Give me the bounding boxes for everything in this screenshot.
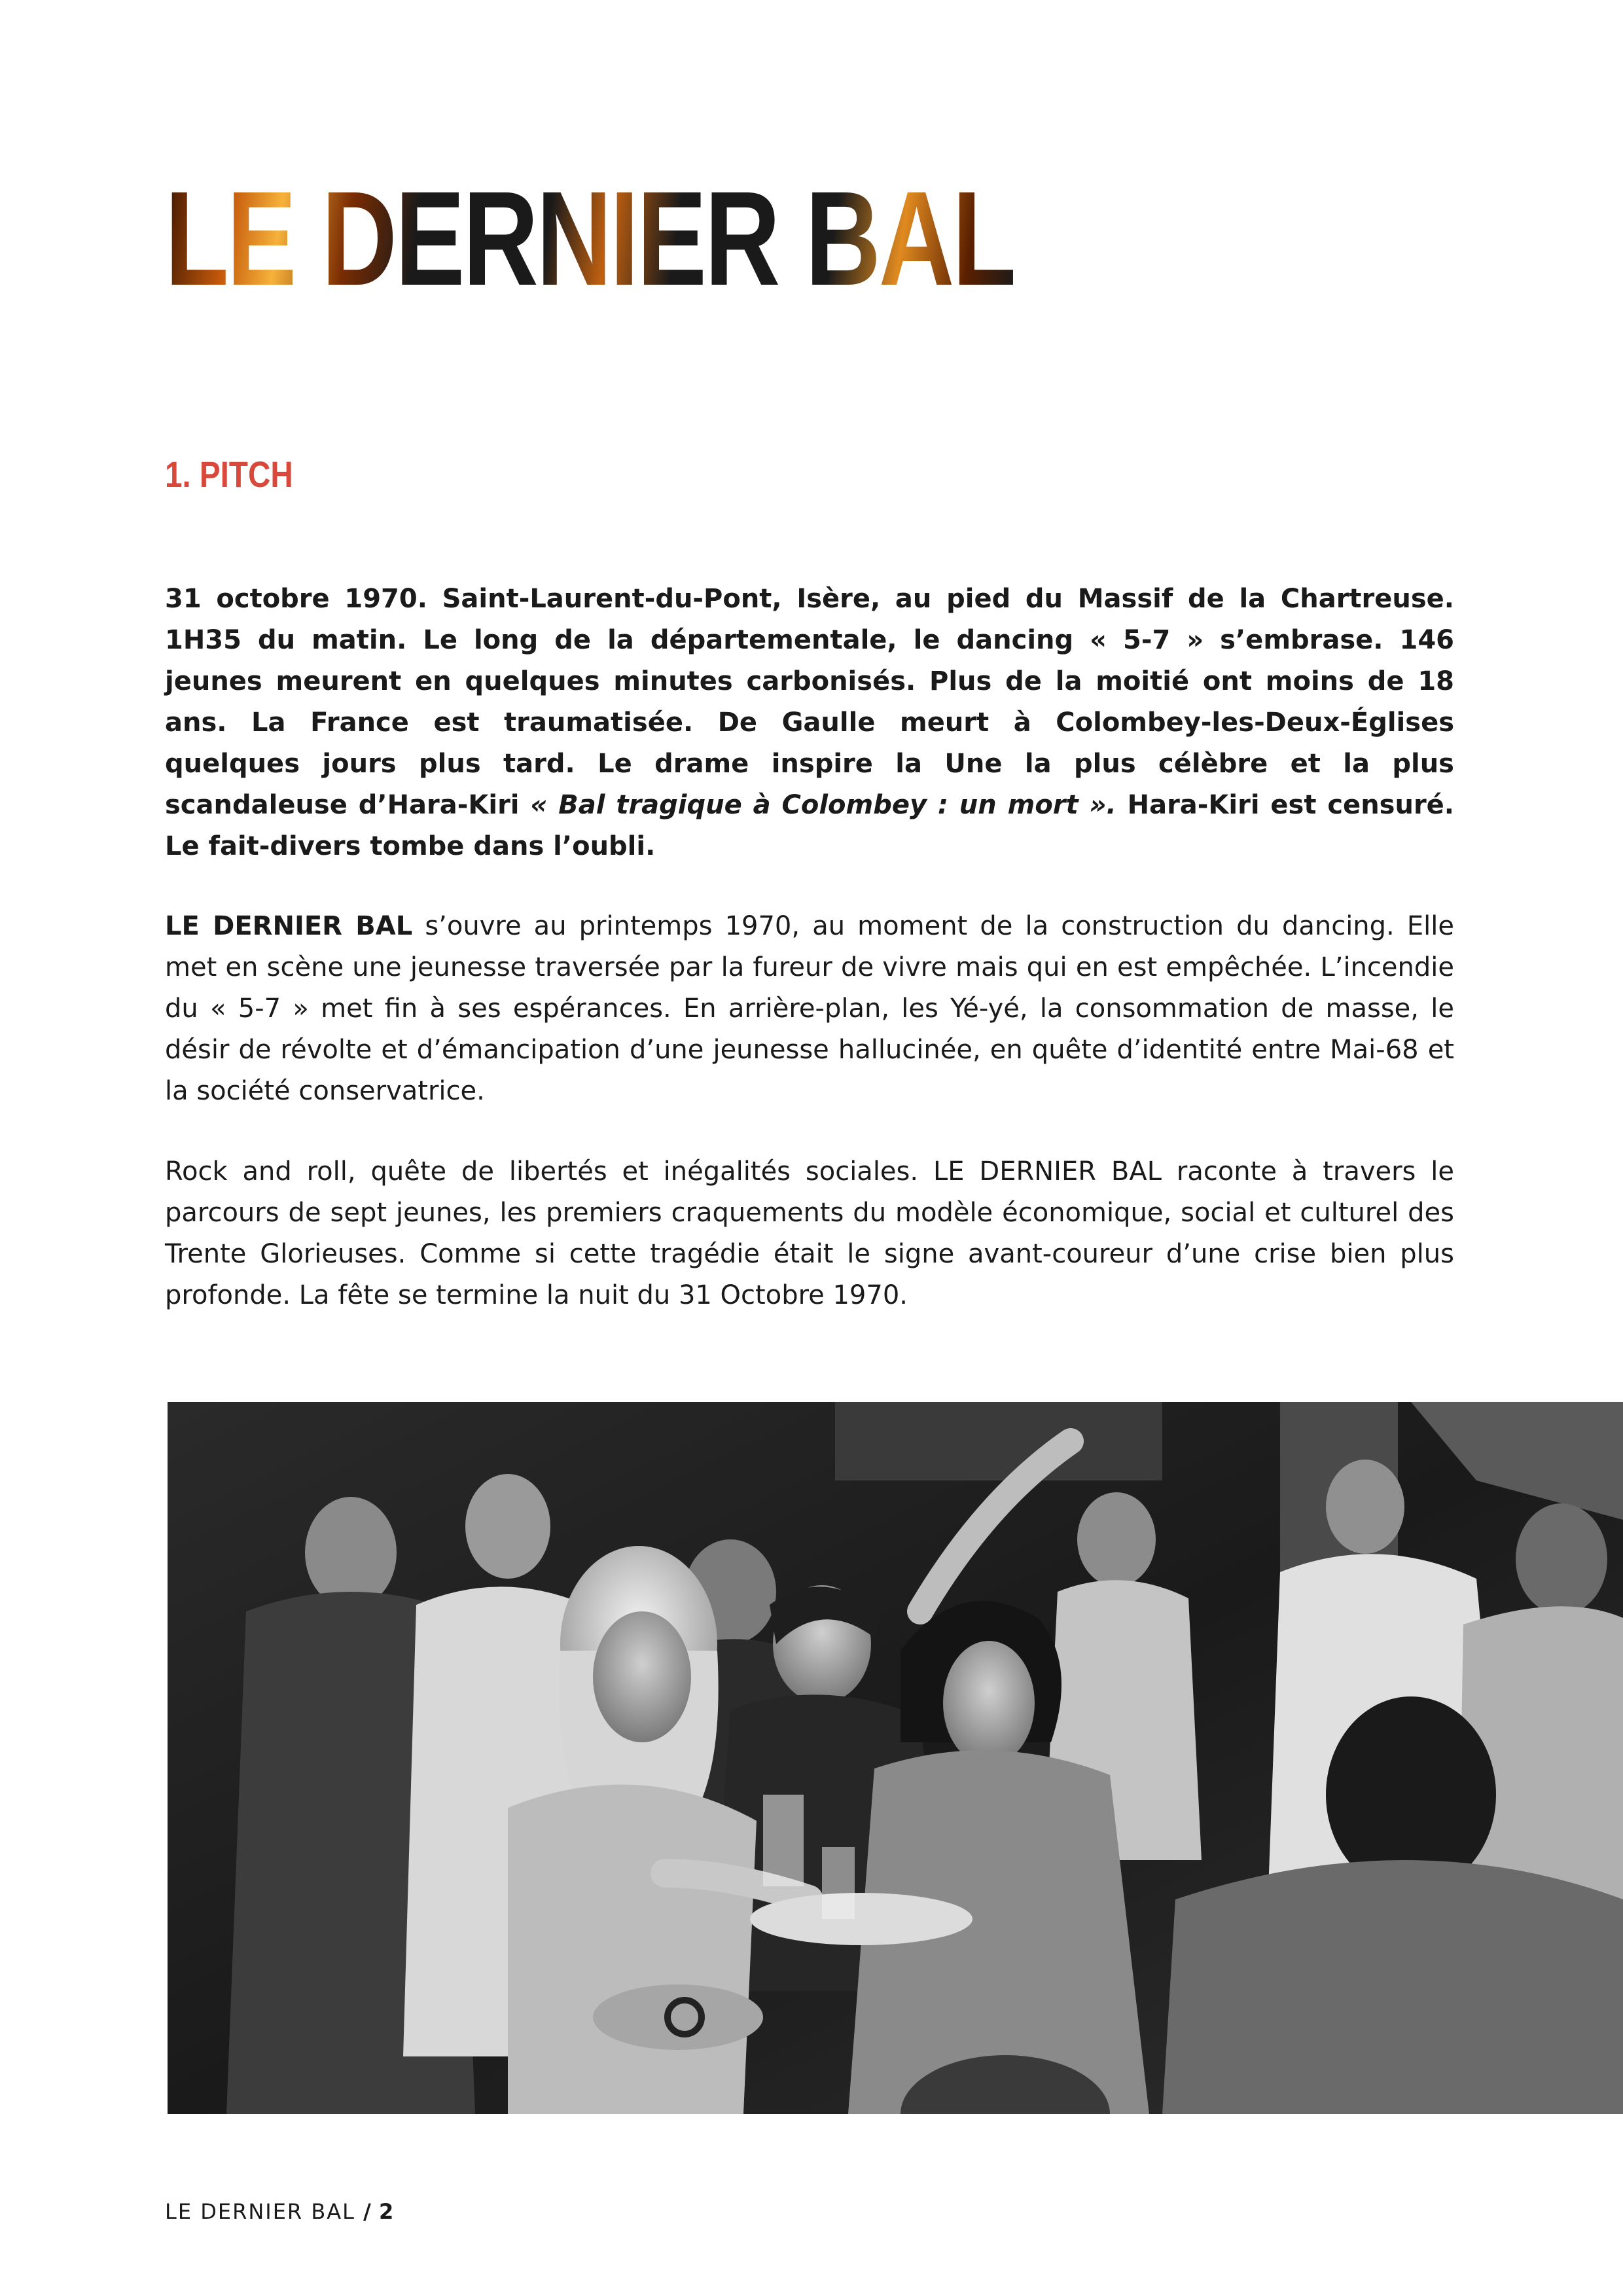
- dance-hall-photo: [168, 1402, 1623, 2114]
- themes-paragraph: Rock and roll, quête de libertés et inégalités sociales. LE DERNIER BAL raconte à travers le parcours de sept jeunes, les premiers craquements du modèle économique, social et culturel des Trente Glorieuses. Comme si cette tragédie était le signe avant-coureur d’une crise bien plus profonde. La fête se termine la nuit du 31 Octobre 1970.: [165, 1157, 1454, 1310]
- story-title-lead: LE DERNIER BAL: [165, 911, 413, 941]
- pitch-summary-ending: Hara-Kiri est censuré. Le fait-divers tombe dans l’oubli.: [165, 790, 1454, 861]
- story-text: s’ouvre au printemps 1970, au moment de la construction du dancing. Elle met en scène une jeunesse traversée par la fureur de vivre mais qui en est empêchée. L’incendie du « 5-7 » met fin à ses espérances. En arrière-plan, les Yé-yé, la consommation de masse, le désir de révolte et d’émancipation d’une jeunesse hallucinée, en quête d’identité entre Mai-68 et la société conservatrice.: [165, 911, 1454, 1106]
- page-footer: [165, 2199, 393, 2224]
- section-heading: 1. PITCH: [165, 454, 293, 495]
- page-number: 2: [379, 2199, 394, 2224]
- document-title: LE DERNIER BAL: [165, 164, 1014, 314]
- dance-hall-photo-art: [168, 1402, 1623, 2114]
- pitch-summary-paragraph: [165, 579, 1454, 867]
- hara-kiri-headline-quote: « Bal tragique à Colombey : un mort ».: [530, 790, 1116, 820]
- story-paragraph: [165, 906, 1454, 1112]
- footer-separator: /: [363, 2199, 371, 2224]
- pitch-summary-text: 31 octobre 1970. Saint-Laurent-du-Pont, Isère, au pied du Massif de la Chartreuse. 1H35 du matin. Le long de la départementale, le dancing « 5-7 » s’embrase. 146 jeunes meurent en quelques minutes carbonisés. Plus de la moitié ont moins de 18 ans. La France est traumatisée. De Gaulle meurt à Colombey-les-Deux-Églises quelques jours plus tard. Le drame inspire la Une la plus célèbre et la plus scandaleuse d’Hara-Kiri: [165, 584, 1454, 820]
- footer-title: LE DERNIER BAL: [165, 2199, 355, 2224]
